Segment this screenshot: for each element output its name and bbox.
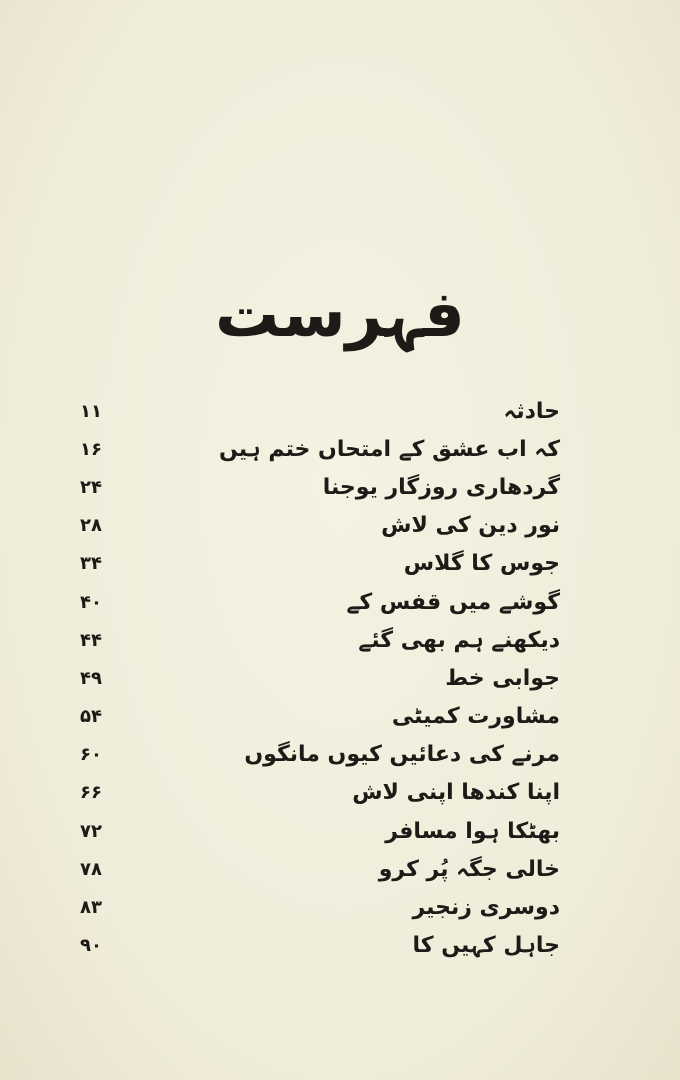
- toc-entry: [80, 736, 560, 774]
- table-of-contents: [80, 392, 560, 965]
- toc-page-number: ۱۶: [80, 438, 102, 460]
- toc-entry: [80, 659, 560, 697]
- toc-page-number: ۲۸: [80, 515, 102, 537]
- toc-title: گوشے میں قفس کے: [346, 589, 560, 615]
- page-title: فہرست: [215, 278, 465, 352]
- toc-title: بھٹکا ہوا مسافر: [385, 818, 560, 844]
- toc-entry: [80, 507, 560, 545]
- toc-title: جاہل کہیں کا: [412, 933, 560, 959]
- toc-title: نور دین کی لاش: [381, 513, 560, 539]
- toc-entry: [80, 583, 560, 621]
- toc-title: مشاورت کمیٹی: [391, 704, 560, 730]
- toc-title: گردھاری روزگار یوجنا: [322, 474, 560, 500]
- toc-entry: [80, 812, 560, 850]
- toc-page-number: ۸۳: [80, 897, 102, 919]
- toc-entry: [80, 698, 560, 736]
- toc-title: جوابی خط: [445, 665, 560, 691]
- toc-page-number: ۳۴: [80, 553, 102, 575]
- toc-page-number: ۲۴: [80, 476, 102, 498]
- toc-title: اپنا کندھا اپنی لاش: [352, 780, 560, 806]
- toc-page-number: ۱۱: [80, 400, 102, 422]
- toc-title: دوسری زنجیر: [412, 895, 560, 921]
- toc-page-number: ۷۸: [80, 858, 102, 880]
- toc-entry: [80, 927, 560, 965]
- toc-entry: [80, 888, 560, 926]
- toc-page-number: ۵۴: [80, 706, 102, 728]
- toc-page-number: ۷۲: [80, 820, 102, 842]
- toc-page-number: ۹۰: [80, 935, 102, 957]
- toc-entry: [80, 774, 560, 812]
- toc-entry: [80, 468, 560, 506]
- toc-title: کہ اب عشق کے امتحاں ختم ہیں: [218, 436, 560, 462]
- toc-page-number: ۴۹: [80, 667, 102, 689]
- toc-entry: [80, 621, 560, 659]
- toc-entry: [80, 392, 560, 430]
- toc-page-number: ۴۰: [80, 591, 102, 613]
- toc-entry: [80, 850, 560, 888]
- toc-page-number: ۶۰: [80, 744, 102, 766]
- toc-page-number: ۶۶: [80, 782, 102, 804]
- toc-title: خالی جگہ پُر کرو: [378, 856, 560, 882]
- toc-title: مرنے کی دعائیں کیوں مانگوں: [244, 742, 560, 768]
- toc-title: حادثہ: [503, 398, 560, 424]
- toc-title: جوس کا گلاس: [403, 551, 560, 577]
- toc-title: دیکھنے ہم بھی گئے: [358, 627, 560, 653]
- toc-entry: [80, 430, 560, 468]
- toc-entry: [80, 545, 560, 583]
- toc-page-number: ۴۴: [80, 629, 102, 651]
